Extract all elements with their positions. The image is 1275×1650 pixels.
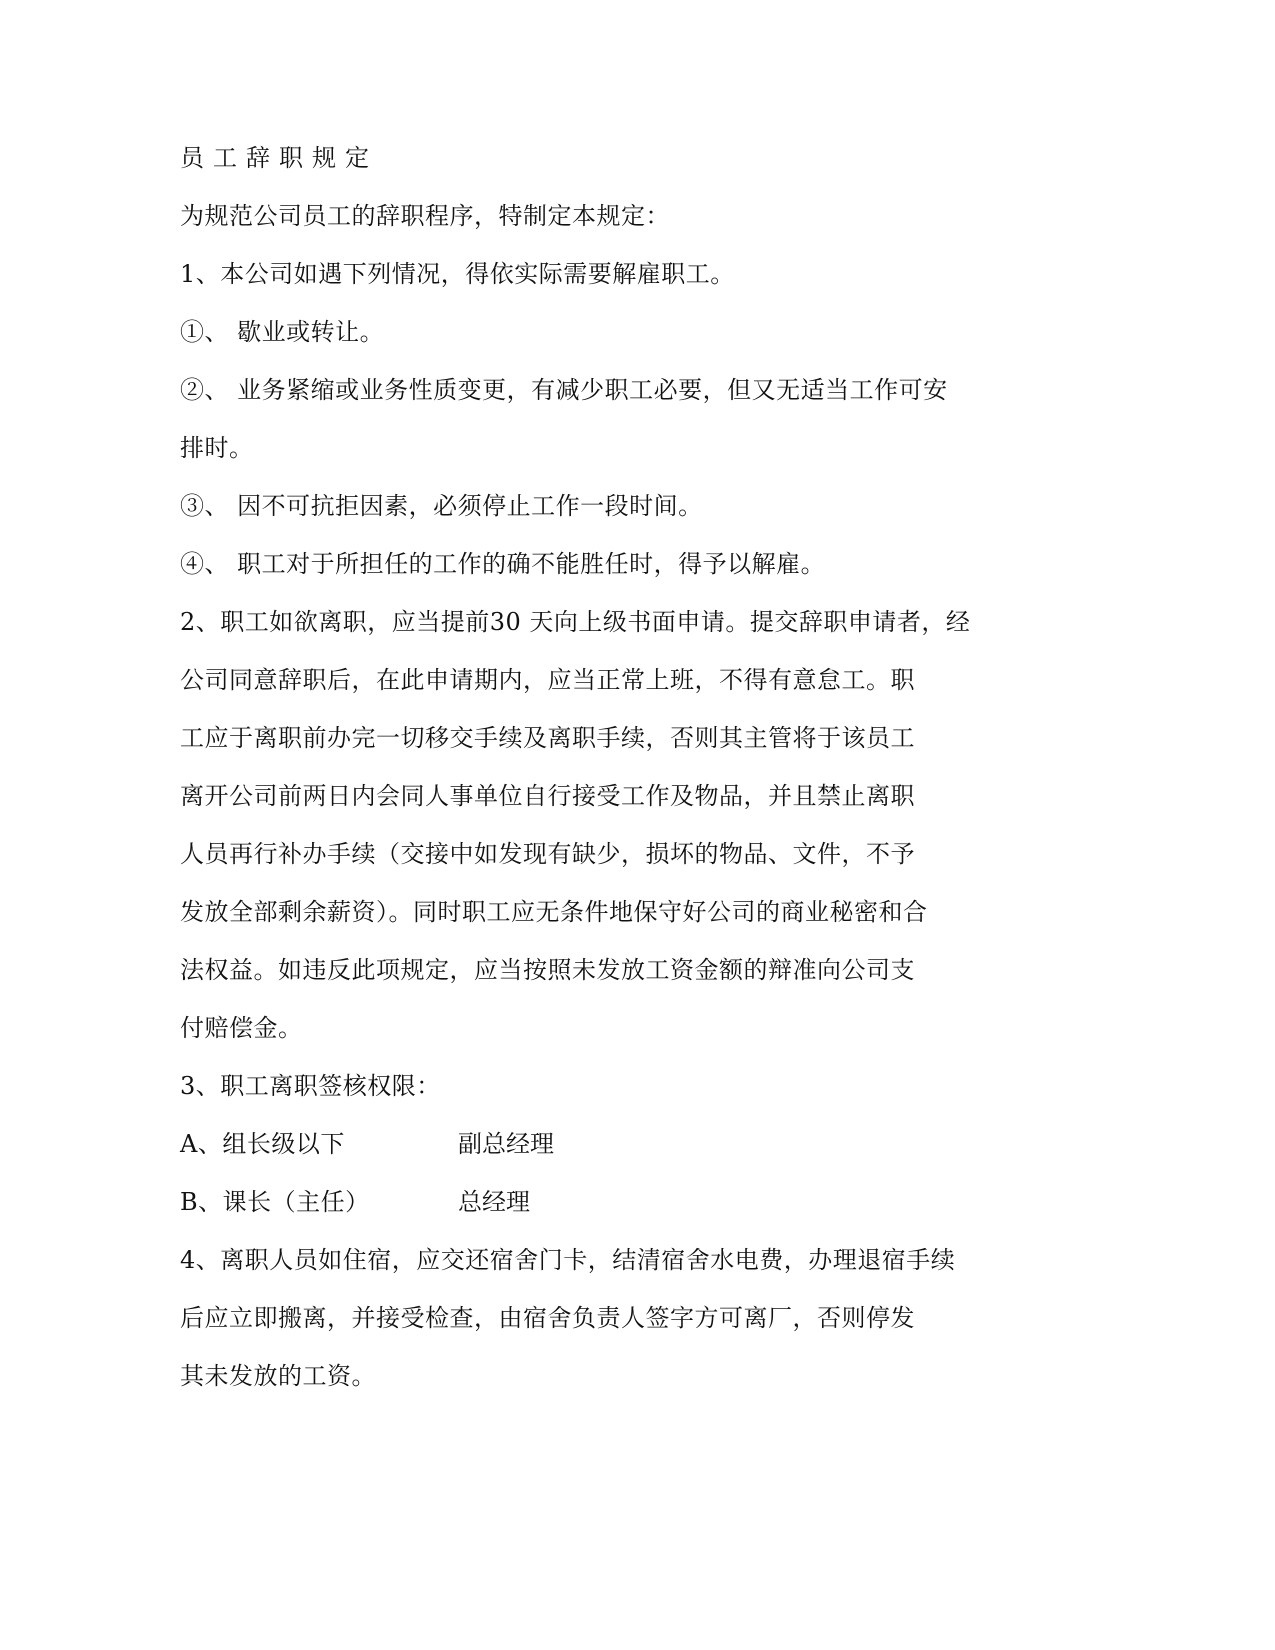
section2-line: 法权益。如违反此项规定，应当按照未发放工资金额的辩准向公司支 xyxy=(180,956,915,984)
intro-text: 为规范公司员工的辞职程序，特制定本规定： xyxy=(180,202,670,230)
section1-heading: 1、本公司如遇下列情况，得依实际需要解雇职工。 xyxy=(180,260,735,288)
section4-line: 4、离职人员如住宿，应交还宿舍门卡，结清宿舍水电费，办理退宿手续 xyxy=(180,1246,956,1274)
section2-line: 人员再行补办手续（交接中如发现有缺少，损坏的物品、文件，不予 xyxy=(180,840,915,868)
section1-item-1: ①、 歇业或转让。 xyxy=(180,318,385,346)
document-title: 员工辞职规定 xyxy=(180,144,378,172)
section2-line: 付赔偿金。 xyxy=(180,1014,303,1042)
section1-item-2: ②、 业务紧缩或业务性质变更，有减少职工必要，但又无适当工作可安 xyxy=(180,376,948,404)
section4-line: 其未发放的工资。 xyxy=(180,1362,376,1390)
approval-level-a: A、组长级以下 xyxy=(180,1130,345,1158)
section2-line: 2、职工如欲离职，应当提前30 天向上级书面申请。提交辞职申请者，经 xyxy=(180,608,971,636)
section1-item-2-cont: 排时。 xyxy=(180,434,254,462)
section1-item-4: ④、 职工对于所担任的工作的确不能胜任时，得予以解雇。 xyxy=(180,550,826,578)
section3-heading: 3、职工离职签核权限： xyxy=(180,1072,441,1100)
section2-line: 工应于离职前办完一切移交手续及离职手续，否则其主管将于该员工 xyxy=(180,724,915,752)
section2-line: 离开公司前两日内会同人事单位自行接受工作及物品，并且禁止离职 xyxy=(180,782,915,810)
approver-a: 副总经理 xyxy=(458,1130,554,1158)
section2-line: 发放全部剩余薪资）。同时职工应无条件地保守好公司的商业秘密和合 xyxy=(180,898,928,926)
section1-item-3: ③、 因不可抗拒因素，必须停止工作一段时间。 xyxy=(180,492,703,520)
approver-b: 总经理 xyxy=(458,1188,530,1216)
approval-level-b: B、课长（主任） xyxy=(180,1188,370,1216)
section4-line: 后应立即搬离，并接受检查，由宿舍负责人签字方可离厂，否则停发 xyxy=(180,1304,915,1332)
section2-line: 公司同意辞职后，在此申请期内，应当正常上班，不得有意怠工。职 xyxy=(180,666,915,694)
